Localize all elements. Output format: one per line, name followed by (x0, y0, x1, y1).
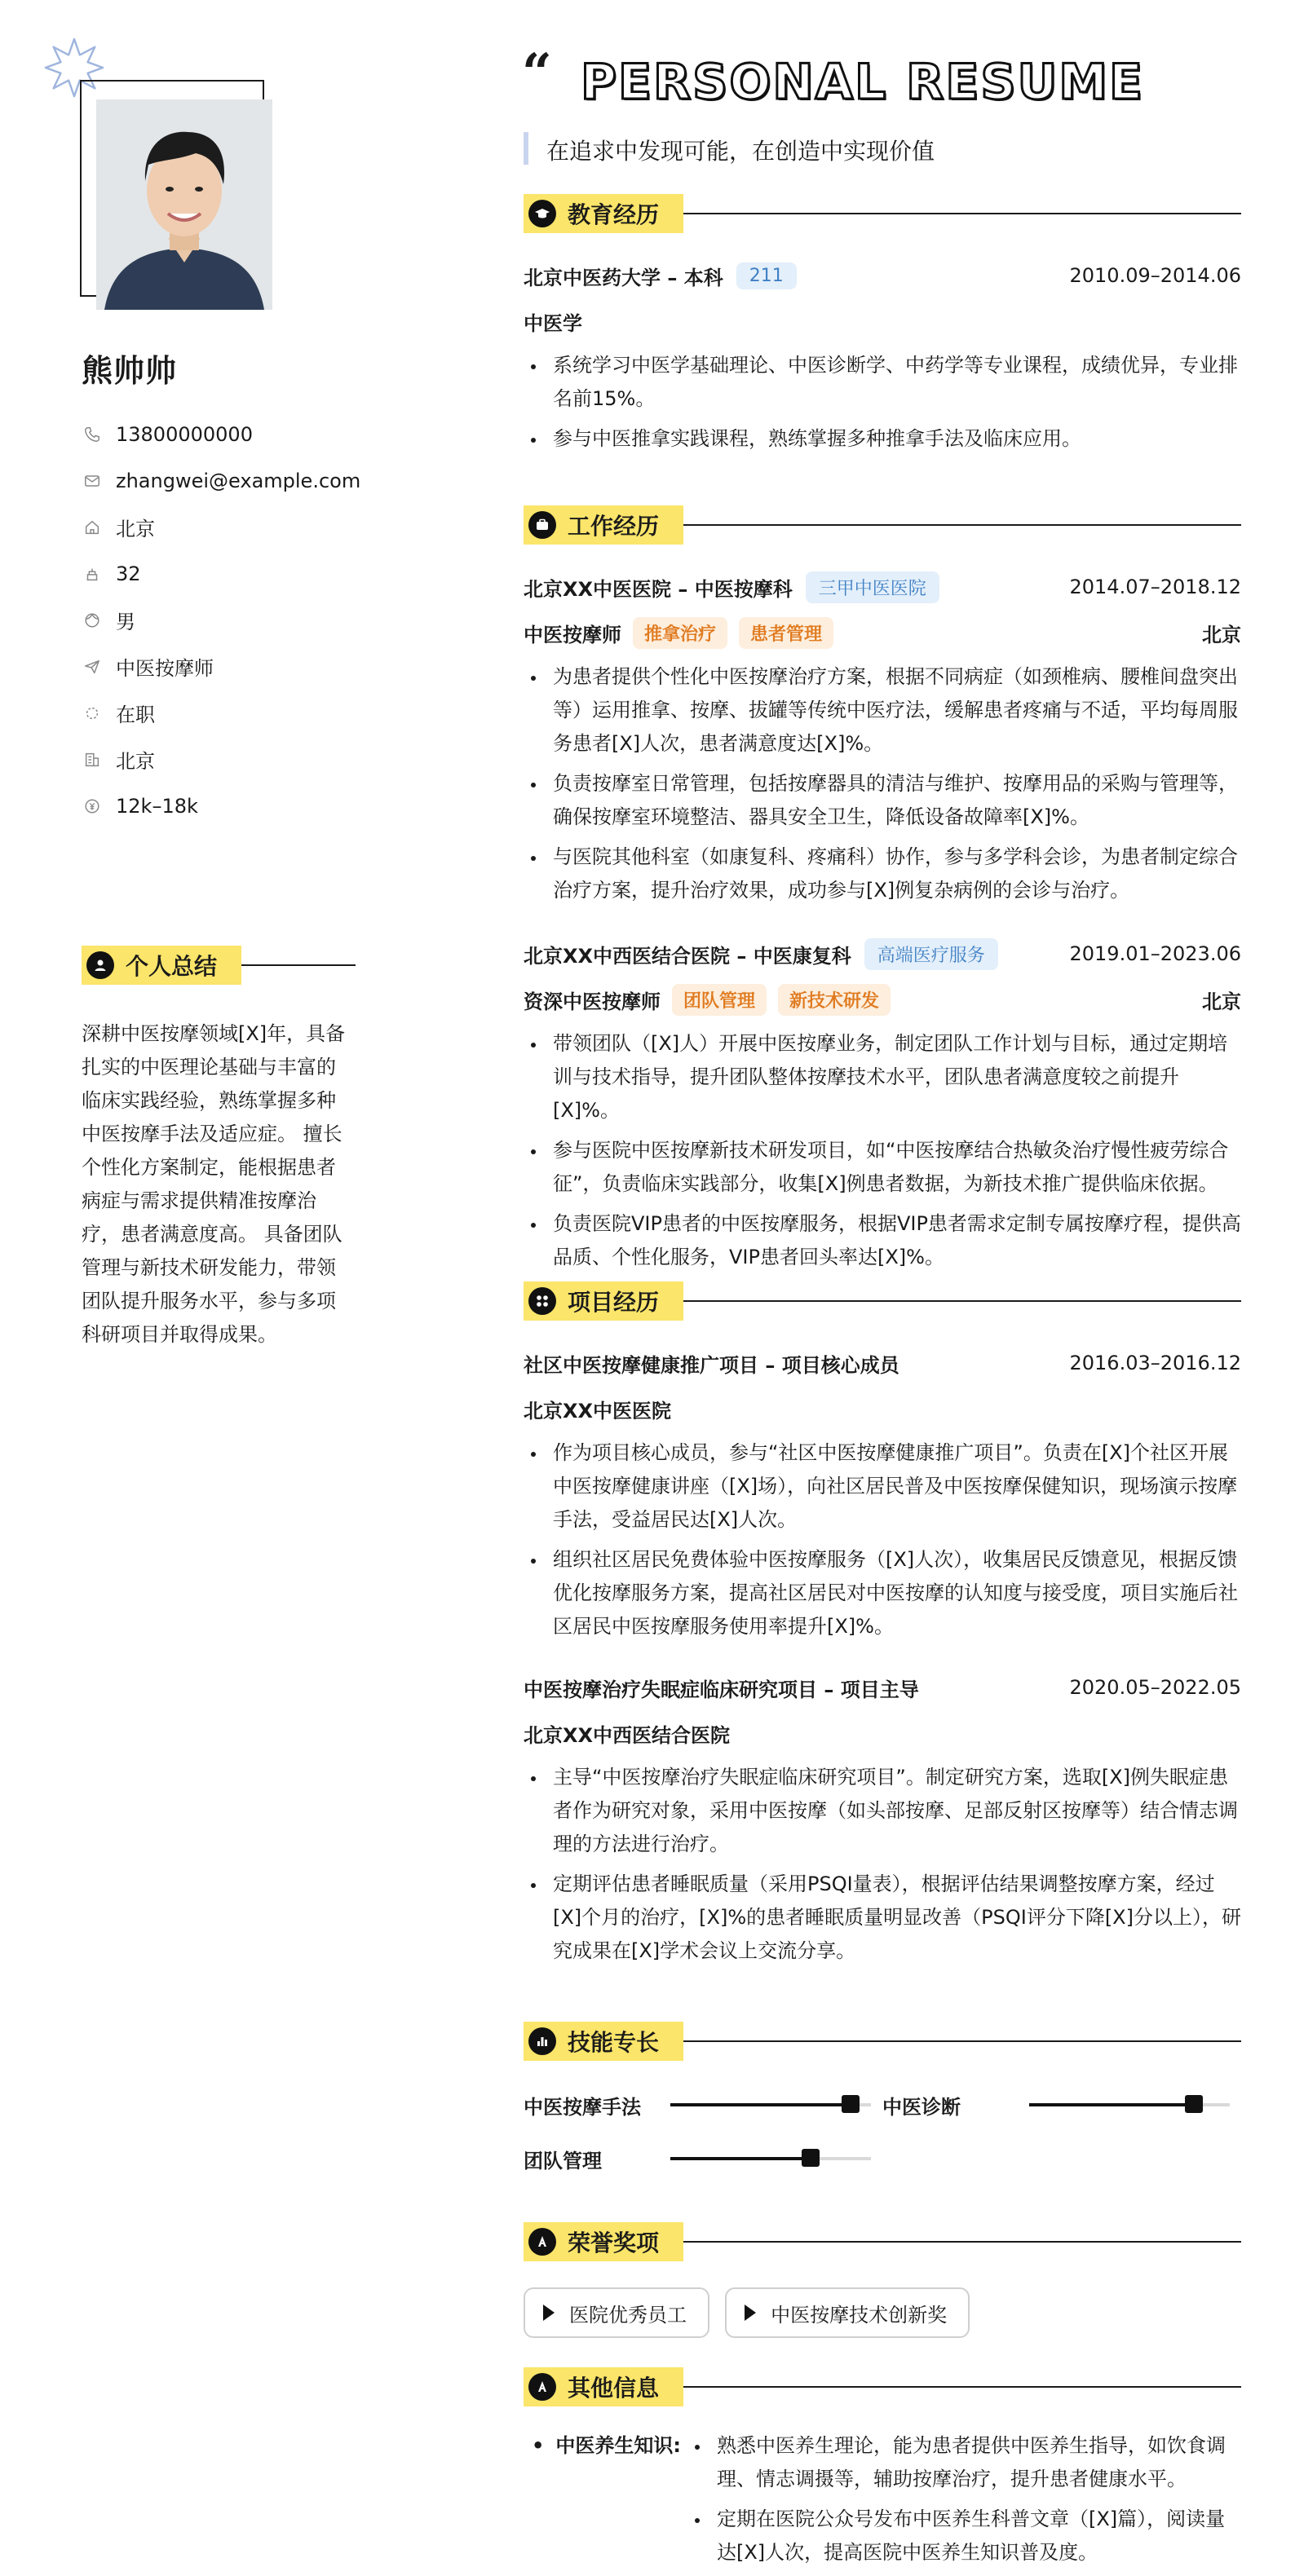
other-heading: 其他信息 (568, 2375, 660, 2402)
avatar (96, 99, 272, 310)
subtitle-accent-bar (524, 132, 528, 165)
contact-info-list (82, 411, 360, 829)
job-1-bullets (524, 660, 1241, 907)
info-city-text: 北京 (116, 750, 155, 773)
status-icon (82, 703, 103, 724)
list-item: • 参与中医推拿实践课程，熟练掌握多种推拿手法及临床应用。 (546, 422, 1241, 456)
job-1-tag: 推拿治疗 (633, 617, 727, 649)
job-1-header-row (524, 571, 1241, 603)
education-divider (683, 213, 1241, 214)
skill-level-knob (842, 2095, 860, 2113)
skill-name: 中医按摩手法 (524, 2095, 641, 2119)
education-section-header (524, 194, 1241, 233)
info-address (82, 504, 360, 550)
project-2-date: 2020.05–2022.05 (1069, 1676, 1241, 1699)
summary-divider (241, 964, 356, 966)
skill-level-knob (1185, 2095, 1203, 2113)
skill-item (882, 2091, 1241, 2119)
home-icon (82, 517, 103, 538)
job-2-city: 北京 (1202, 990, 1241, 1013)
info-phone-text: 13800000000 (116, 422, 253, 446)
project-1-org-row (524, 1392, 1241, 1425)
skill-item (524, 2091, 882, 2119)
play-icon (745, 2305, 756, 2321)
skills-list (524, 2089, 1241, 2175)
job-1-org: 北京XX中医医院 – 中医按摩科 (524, 577, 793, 601)
education-school-group (524, 262, 797, 290)
other-section-header (524, 2367, 1241, 2406)
list-item: • 与医院其他科室（如康复科、疼痛科）协作，参与多学科会诊，为患者制定综合治疗方案，提升治疗效果，成功参与[X]例复杂病例的会诊与治疗。 (546, 840, 1241, 907)
skill-level-bar (670, 2103, 871, 2106)
list-item: • 主导“中医按摩治疗失眠症临床研究项目”。制定研究方案，选取[X]例失眠症患者作为研究对象，采用中医按摩（如头部按摩、足部反射区按摩等）结合情志调理的方法进行治疗。 (546, 1761, 1241, 1861)
building-icon (82, 749, 103, 770)
gender-icon (82, 610, 103, 631)
skill-level-bar (670, 2157, 871, 2160)
other-info (524, 2429, 1241, 2576)
honors-divider (683, 2241, 1241, 2243)
education-tag (524, 194, 683, 233)
skill-name: 团队管理 (524, 2149, 602, 2172)
resume-title: PERSONAL RESUME (581, 54, 1144, 111)
info-city (82, 736, 360, 783)
education-entry (524, 259, 1241, 462)
other-bullets (687, 2429, 1241, 2576)
summary-section-header (82, 946, 356, 985)
education-header-row (524, 259, 1241, 292)
list-item: • 熟悉中医养生理论，能为患者提供中医养生指导，如饮食调理、情志调摄等，辅助按摩治疗，提升患者健康水平。 (710, 2429, 1241, 2496)
job-1-role-group (524, 617, 833, 649)
honors-list (524, 2287, 1241, 2338)
project-2-org: 北京XX中西医结合医院 (524, 1723, 731, 1747)
project-2-org-row (524, 1717, 1241, 1749)
info-age (82, 550, 360, 597)
projects-divider (683, 1300, 1241, 1302)
education-major: 中医学 (524, 311, 582, 335)
work-section-header (524, 505, 1241, 545)
info-status-text: 在职 (116, 704, 155, 726)
age-icon (82, 563, 103, 584)
job-entry-2 (524, 937, 1241, 1281)
list-item: • 参与医院中医按摩新技术研发项目，如“中医按摩结合热敏灸治疗慢性疲劳综合征”，负责临床实践部分，收集[X]例患者数据，为新技术推广提供临床依据。 (546, 1134, 1241, 1201)
education-major-row (524, 305, 1241, 337)
info-position (82, 643, 360, 690)
job-2-role-group (524, 984, 891, 1016)
play-icon (543, 2305, 555, 2321)
skills-row-1 (524, 2089, 1241, 2121)
skills-heading: 技能专长 (568, 2029, 660, 2056)
summary-tag (82, 946, 241, 985)
honors-heading: 荣誉奖项 (568, 2230, 660, 2256)
skills-section-header (524, 2022, 1241, 2061)
project-1-header-row (524, 1347, 1241, 1379)
honors-section-header (524, 2222, 1241, 2261)
project-1-bullets (524, 1436, 1241, 1643)
award-icon (528, 2228, 556, 2256)
bar-chart-icon (528, 2027, 556, 2055)
list-item: • 定期在医院公众号发布中医养生科普文章（[X]篇），阅读量达[X]人次，提高医院中医养生知识普及度。 (710, 2503, 1241, 2569)
skills-row-2 (524, 2142, 1241, 2175)
list-item: • 负责医院VIP患者的中医按摩服务，根据VIP患者需求定制专属按摩疗程，提供高品质、个性化服务，VIP患者回头率达[X]%。 (546, 1207, 1241, 1274)
list-item: • 为患者提供个性化中医按摩治疗方案，根据不同病症（如颈椎病、腰椎间盘突出等）运用推拿、按摩、拔罐等传统中医疗法，缓解患者疼痛与不适，平均每周服务患者[X]人次，患者满意度达[X]%。 (546, 660, 1241, 761)
job-1-date: 2014.07–2018.12 (1069, 576, 1241, 598)
job-2-header-row (524, 937, 1241, 970)
honors-tag (524, 2222, 683, 2261)
award-item (524, 2287, 709, 2338)
skill-item (524, 2145, 891, 2173)
bullet-dot-icon: • (532, 2434, 545, 2457)
summary-heading: 个人总结 (126, 953, 218, 980)
list-item: • 系统学习中医学基础理论、中医诊断学、中药学等专业课程，成绩优异，专业排名前15%。 (546, 349, 1241, 416)
other-label: 中医养生知识: (555, 2434, 681, 2457)
list-item: • 负责按摩室日常管理，包括按摩器具的清洁与维护、按摩用品的采购与管理等，确保按摩室环境整洁、器具安全卫生，降低设备故障率[X]%。 (546, 767, 1241, 834)
list-item: • 组织社区居民免费体验中医按摩服务（[X]人次），收集居民反馈意见，根据反馈优化按摩服务方案，提高社区居民对中医按摩的认知度与接受度，项目实施后社区居民中医按摩服务使用率提升[X]%。 (546, 1543, 1241, 1643)
work-divider (683, 524, 1241, 526)
project-2-name-group (524, 1674, 919, 1702)
skill-level-knob (802, 2149, 820, 2167)
skill-level-fill (670, 2103, 851, 2106)
user-icon (86, 951, 114, 979)
award-label: 中医按摩技术创新奖 (771, 2303, 948, 2327)
job-entry-1 (524, 571, 1241, 914)
info-email (82, 457, 360, 504)
project-2-name: 中医按摩治疗失眠症临床研究项目 – 项目主导 (524, 1678, 919, 1701)
job-1-tag: 患者管理 (739, 617, 833, 649)
skills-divider (683, 2040, 1241, 2042)
profile-name: 熊帅帅 (82, 353, 178, 389)
other-label-group (524, 2429, 681, 2576)
projects-section-header (524, 1281, 1241, 1321)
education-heading: 教育经历 (568, 201, 660, 228)
info-gender-text: 男 (116, 611, 135, 633)
education-date: 2010.09–2014.06 (1069, 264, 1241, 287)
briefcase-icon (528, 511, 556, 539)
project-1-org: 北京XX中医医院 (524, 1399, 672, 1423)
job-2-date: 2019.01–2023.06 (1069, 942, 1241, 965)
send-icon (82, 656, 103, 677)
mail-icon (82, 470, 103, 492)
job-1-org-group (524, 571, 939, 603)
info-position-text: 中医按摩师 (116, 657, 214, 680)
apps-icon (528, 1287, 556, 1315)
job-2-badge: 高端医疗服务 (864, 938, 998, 970)
education-school: 北京中医药大学 – 本科 (524, 266, 723, 289)
summary-text: 深耕中医按摩领域[X]年，具备扎实的中医理论基础与丰富的临床实践经验，熟练掌握多种中医按摩手法及适应症。 擅长个性化方案制定，能根据患者病症与需求提供精准按摩治疗，患者满意度高。 具备团队管理与新技术研发能力，带领团队提升服务水平，参与多项科研项目并取得成果。 (82, 1022, 346, 1346)
info-gender (82, 597, 360, 643)
job-2-role-row (524, 983, 1241, 1016)
job-2-tag: 团队管理 (672, 984, 767, 1016)
info-email-text: zhangwei@example.com (116, 469, 361, 492)
phone-icon (82, 424, 103, 445)
job-1-role: 中医按摩师 (524, 623, 621, 646)
info-salary (82, 783, 360, 829)
job-2-org: 北京XX中西医结合医院 – 中医康复科 (524, 944, 851, 968)
project-entry-2 (524, 1671, 1241, 1974)
project-2-bullets (524, 1761, 1241, 1968)
job-1-badge: 三甲中医医院 (806, 571, 939, 603)
skill-name: 中医诊断 (882, 2095, 961, 2119)
work-tag (524, 505, 683, 545)
job-2-tag: 新技术研发 (778, 984, 891, 1016)
project-1-name-group (524, 1349, 899, 1378)
job-1-role-row (524, 616, 1241, 649)
info-salary-text: 12k–18k (116, 794, 198, 818)
work-heading: 工作经历 (568, 513, 660, 540)
job-2-org-group (524, 938, 998, 970)
skill-level-fill (1029, 2103, 1194, 2106)
projects-heading: 项目经历 (568, 1289, 660, 1316)
project-entry-1 (524, 1347, 1241, 1650)
quote-mark-icon: “ (522, 42, 552, 104)
info-status (82, 690, 360, 736)
info-phone (82, 411, 360, 457)
award-item (725, 2287, 970, 2338)
list-item: • 定期评估患者睡眠质量（采用PSQI量表），根据评估结果调整按摩方案，经过[X]个月的治疗，[X]%的患者睡眠质量明显改善（PSQI评分下降[X]分以上），研究成果在[X]学术会议上交流分享。 (546, 1868, 1241, 1968)
projects-tag (524, 1281, 683, 1321)
job-1-city: 北京 (1202, 623, 1241, 646)
resume-subtitle: 在追求中发现可能，在创造中实现价值 (546, 138, 935, 165)
other-tag (524, 2367, 683, 2406)
project-2-header-row (524, 1671, 1241, 1704)
job-2-role: 资深中医按摩师 (524, 990, 661, 1013)
list-item: • 作为项目核心成员，参与“社区中医按摩健康推广项目”。负责在[X]个社区开展中医按摩健康讲座（[X]场），向社区居民普及中医按摩保健知识，现场演示按摩手法，受益居民达[X]人次。 (546, 1436, 1241, 1537)
info-age-text: 32 (116, 562, 141, 585)
skill-level-fill (670, 2157, 811, 2160)
other-divider (683, 2386, 1241, 2388)
education-badge: 211 (736, 262, 797, 289)
info-address-text: 北京 (116, 518, 155, 540)
project-1-name: 社区中医按摩健康推广项目 – 项目核心成员 (524, 1353, 899, 1377)
job-2-bullets (524, 1027, 1241, 1274)
salary-icon (82, 796, 103, 817)
education-bullets (524, 349, 1241, 456)
project-1-date: 2016.03–2016.12 (1069, 1352, 1241, 1374)
skills-tag (524, 2022, 683, 2061)
award-label: 医院优秀员工 (569, 2303, 687, 2327)
letter-a-icon (528, 2373, 556, 2401)
list-item: • 带领团队（[X]人）开展中医按摩业务，制定团队工作计划与目标，通过定期培训与技术指导，提升团队整体按摩技术水平，团队患者满意度较之前提升[X]%。 (546, 1027, 1241, 1127)
skill-level-bar (1029, 2103, 1230, 2106)
graduation-cap-icon (528, 200, 556, 227)
